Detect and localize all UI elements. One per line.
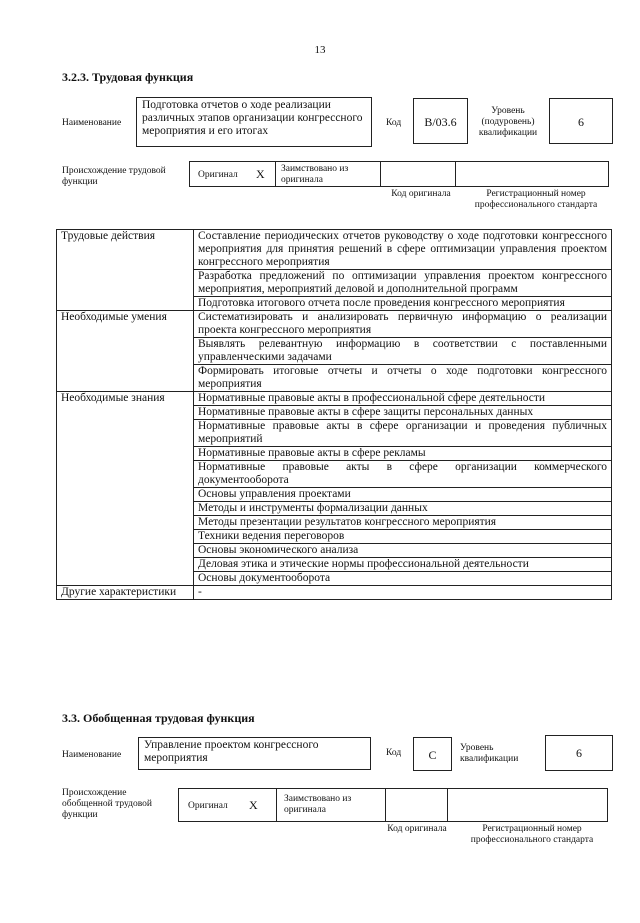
level-label: Уровень (подуровень) квалификации xyxy=(478,106,538,138)
level-box xyxy=(545,735,613,771)
skill-item: Формировать итоговые отчеты и отчеты о ходе подготовки конгрессного мероприятия xyxy=(194,365,612,392)
section-heading: 3.3. Обобщенная трудовая функция xyxy=(62,711,255,725)
skills-label: Необходимые умения xyxy=(57,311,194,392)
knowledge-item: Нормативные правовые акты в сфере защиты персональных данных xyxy=(194,406,612,420)
original-label: Оригинал xyxy=(198,170,238,180)
section-heading: 3.2.3. Трудовая функция xyxy=(62,70,194,84)
level-box xyxy=(549,98,613,144)
original-label: Оригинал xyxy=(188,801,228,811)
divider xyxy=(275,162,276,186)
knowledge-item: Нормативные правовые акты в профессиональной сфере деятельности xyxy=(194,392,612,406)
divider xyxy=(380,162,381,186)
knowledge-item: Методы и инструменты формализации данных xyxy=(194,502,612,516)
knowledge-label: Необходимые знания xyxy=(57,392,194,586)
function-name-box xyxy=(136,97,372,147)
original-mark: X xyxy=(256,167,265,181)
name-label: Наименование xyxy=(62,750,122,760)
knowledge-item: Нормативные правовые акты в сфере рекламы xyxy=(194,447,612,461)
origin-row xyxy=(189,161,609,187)
knowledge-item: Нормативные правовые акты в сфере организации и проведения публичных мероприятий xyxy=(194,420,612,447)
divider xyxy=(447,789,448,821)
code-original-caption: Код оригинала xyxy=(391,189,451,199)
original-mark: X xyxy=(249,798,258,812)
borrowed-label: Заимствовано из оригинала xyxy=(281,164,349,185)
code-label: Код xyxy=(386,748,402,758)
origin-label: Происхождение обобщенной трудовой функции xyxy=(62,788,152,820)
level-value: 6 xyxy=(576,746,582,760)
code-box xyxy=(413,98,468,144)
divider xyxy=(276,789,277,821)
generalized-function-name-box xyxy=(138,737,371,770)
labor-function-table xyxy=(56,229,612,600)
skill-item: Выявлять релевантную информацию в соответствии с поставленными управленческими задачами xyxy=(194,338,612,365)
skill-item: Систематизировать и анализировать первичную информацию о реализации проекта конгрессного мероприятия xyxy=(194,311,612,338)
page-number: 13 xyxy=(314,44,326,56)
knowledge-item: Основы документооборота xyxy=(194,572,612,586)
divider xyxy=(455,162,456,186)
labor-actions-label: Трудовые действия xyxy=(57,230,194,311)
name-label: Наименование xyxy=(62,118,122,128)
code-value: C xyxy=(428,748,437,762)
other-characteristics-value: - xyxy=(194,586,612,600)
code-label: Код xyxy=(386,118,402,128)
level-value: 6 xyxy=(578,115,584,129)
reg-number-caption: Регистрационный номер профессионального стандарта xyxy=(474,189,598,210)
code-value: B/03.6 xyxy=(424,115,457,129)
knowledge-item: Нормативные правовые акты в сфере организации коммерческого документооборота xyxy=(194,461,612,488)
labor-action-item: Разработка предложений по оптимизации управления проектом конгрессного мероприятия, мероприятий деловой и дополнительной программ xyxy=(194,270,612,297)
level-label: Уровень квалификации xyxy=(460,743,519,764)
code-box xyxy=(413,737,452,771)
knowledge-item: Основы управления проектами xyxy=(194,488,612,502)
knowledge-item: Техники ведения переговоров xyxy=(194,530,612,544)
labor-action-item: Подготовка итогового отчета после проведения конгрессного мероприятия xyxy=(194,297,612,311)
knowledge-item: Основы экономического анализа xyxy=(194,544,612,558)
knowledge-item: Методы презентации результатов конгрессного мероприятия xyxy=(194,516,612,530)
origin-row xyxy=(178,788,608,822)
function-name: Подготовка отчетов о ходе реализации различных этапов организации конгрессного мероприятия и его итогах xyxy=(142,99,363,137)
divider xyxy=(385,789,386,821)
knowledge-item: Деловая этика и этические нормы профессиональной деятельности xyxy=(194,558,612,572)
code-original-caption: Код оригинала xyxy=(387,824,447,834)
labor-action-item: Составление периодических отчетов руководству о ходе подготовки конгрессного мероприятия для принятия решений в сфере оптимизации управления проектом конгрессного мероприятия xyxy=(194,230,612,270)
borrowed-label: Заимствовано из оригинала xyxy=(284,794,352,815)
origin-label: Происхождение трудовой функции xyxy=(62,166,166,187)
generalized-function-name: Управление проектом конгрессного мероприятия xyxy=(144,739,319,764)
other-characteristics-label: Другие характеристики xyxy=(57,586,194,600)
reg-number-caption: Регистрационный номер профессионального стандарта xyxy=(470,824,594,845)
